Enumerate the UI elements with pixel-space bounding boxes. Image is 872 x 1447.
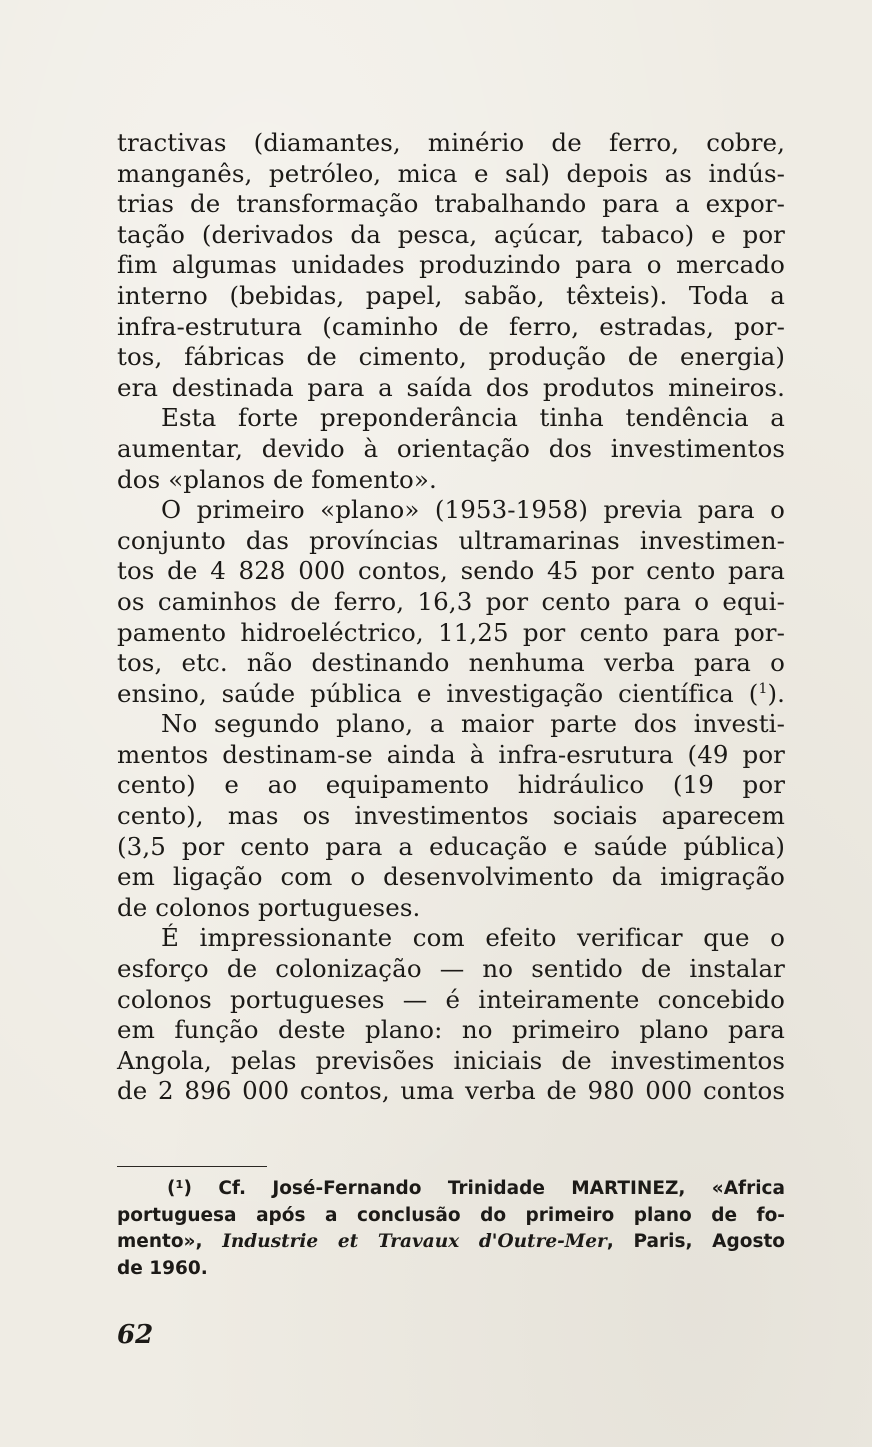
text-line-with-footnote-ref [117,679,785,710]
text-line: (3,5 por cento para a educação e saúde pública) [117,831,785,861]
text-line: esforço de colonização — no sentido de instalar [117,954,785,984]
text-line: manganês, petróleo, mica e sal) depois as indús- [117,158,785,188]
footnote-line [117,1229,785,1256]
text-line: em ligação com o desenvolvimento da imigração [117,862,785,892]
text-line: infra-estrutura (caminho de ferro, estradas, por- [117,311,785,341]
footnote-ref[interactable]: 1 [758,680,768,697]
text-segment: ensino, saúde pública e investigação científica ( [117,678,759,708]
paragraph-start-line: O primeiro «plano» (1953-1958) previa para o [161,495,785,525]
text-line: tos, etc. não destinando nenhuma verba para o [117,648,785,678]
text-line: em função deste plano: no primeiro plano para [117,1015,785,1045]
text-line: aumentar, devido à orientação dos investimentos [117,433,785,463]
text-line: interno (bebidas, papel, sabão, têxteis). Toda a [117,280,785,310]
footnote [117,1176,785,1282]
footnote-text: Cf. José-Fernando Trinidade MARTINEZ, «Africa [218,1178,785,1199]
footnote-line: de 1960. [117,1257,208,1279]
footnote-text: mento», [117,1231,223,1252]
text-line: cento) e ao equipamento hidráulico (19 por [117,770,785,800]
footnote-marker: (¹) [167,1178,193,1199]
text-line: colonos portugueses — é inteiramente concebido [117,984,785,1014]
text-line: conjunto das províncias ultramarinas investimen- [117,525,785,555]
text-line: fim algumas unidades produzindo para o mercado [117,250,785,280]
text-line: Angola, pelas previsões iniciais de investimentos [117,1045,785,1075]
text-line: trias de transformação trabalhando para a expor- [117,189,785,219]
text-line: tos, fábricas de cimento, produção de energia) [117,342,785,372]
text-line: dos «planos de fomento». [117,464,437,494]
footnote-divider [117,1166,267,1167]
text-line: os caminhos de ferro, 16,3 por cento para o equi- [117,586,785,616]
text-line: pamento hidroeléctrico, 11,25 por cento para por- [117,617,785,647]
text-line: de colonos portugueses. [117,892,421,922]
text-line: cento), mas os investimentos sociais aparecem [117,801,785,831]
text-line: mentos destinam-se ainda à infra-esrutura (49 por [117,739,785,769]
paragraph-start-line: É impressionante com efeito verificar que o [161,923,785,953]
footnote-line: portuguesa após a conclusão do primeiro plano de fo- [117,1204,785,1226]
text-line: tação (derivados da pesca, açúcar, tabaco) e por [117,219,785,249]
text-line: tractivas (diamantes, minério de ferro, cobre, [117,128,785,157]
page-number: 62 [117,1320,154,1350]
body-text [117,128,785,1107]
paragraph-start-line: No segundo plano, a maior parte dos investi- [161,709,785,739]
text-segment: ). [767,678,785,708]
footnote-line [117,1176,785,1203]
text-line: de 2 896 000 contos, uma verba de 980 000 contos [117,1076,785,1106]
text-line: Esta forte preponderância tinha tendência a [161,403,785,433]
text-line: tos de 4 828 000 contos, sendo 45 por cento para [117,556,785,586]
footnote-text: , Paris, Agosto [606,1231,786,1252]
text-line: era destinada para a saída dos produtos mineiros. [117,372,785,402]
journal-title: Industrie et Travaux d'Outre-Mer [222,1231,607,1252]
